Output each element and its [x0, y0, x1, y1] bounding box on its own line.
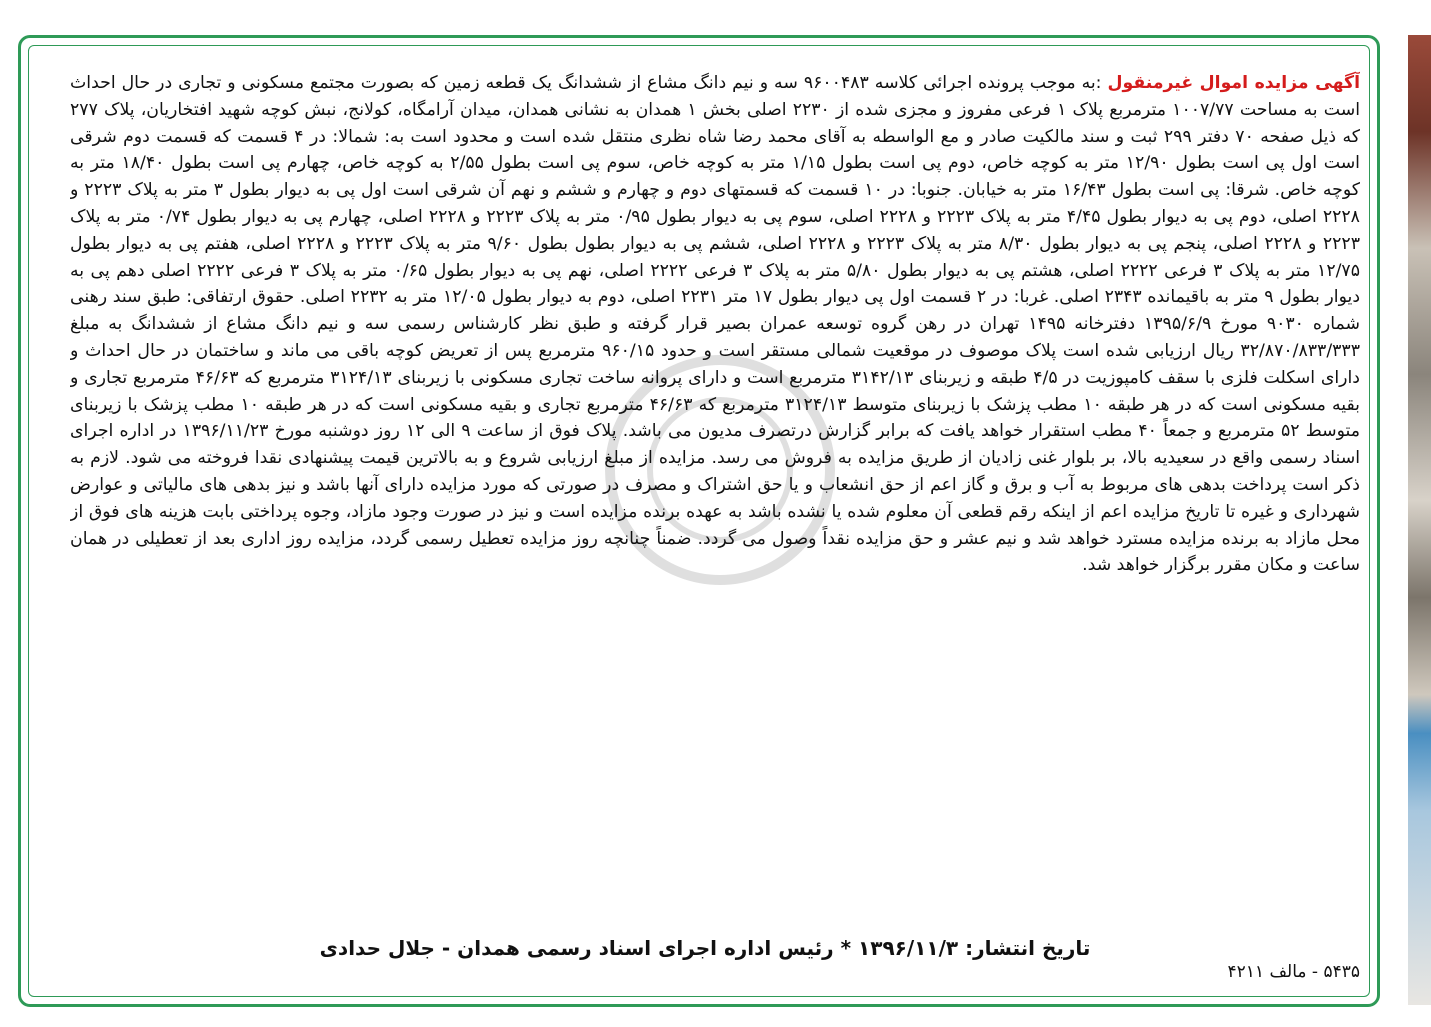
notice-body	[70, 70, 1360, 930]
publication-footer: تاریخ انتشار: ۱۳۹۶/۱۱/۳ * رئیس اداره اجرای اسناد رسمی همدان - جلال حدادی	[319, 936, 1091, 960]
notice-headline: آگهی مزایده اموال غیرمنقول	[1107, 73, 1360, 93]
notice-body-text: :به موجب پرونده اجرائی کلاسه ۹۶۰۰۴۸۳ سه و نیم دانگ مشاع از ششدانگ یک قطعه زمین که بصورت مجتمع مسکونی و تجاری در حال احداث است به مساحت ۱۰۰۷/۷۷ مترمربع پلاک ۱ فرعی مفروز و مجزی شده از ۲۲۳۰ اصلی بخش ۱ همدان به نشانی همدان، میدان آرامگاه، کولانج، نبش کوچه شهید افتخاریان، پلاک ۲۷۷ که ذیل صفحه ۷۰ دفتر ۲۹۹ ثبت و سند مالکیت صادر و مع الواسطه به آقای محمد رضا شاه نظری منتقل شده است و محدود است به: شمالا: در ۴ قسمت که قسمت دوم شرقی است اول پی است بطول ۱۲/۹۰ متر به کوچه خاص، دوم پی است بطول ۱/۱۵ متر به کوچه خاص، سوم پی است بطول ۲/۵۵ به کوچه خاص، چهارم پی است بطول ۱۸/۴۰ متر به کوچه خاص. شرقا: پی است بطول ۱۶/۴۳ متر به خیابان. جنوبا: در ۱۰ قسمت که قسمتهای دوم و چهارم و ششم و نهم آن شرقی است اول پی به دیوار بطول ۳ متر به پلاک ۲۲۲۳ و ۲۲۲۸ اصلی، دوم پی به دیوار بطول ۴/۴۵ متر به پلاک ۲۲۲۳ و ۲۲۲۸ اصلی، سوم پی به دیوار بطول ۰/۹۵ متر به پلاک ۲۲۲۳ و ۲۲۲۸ اصلی، چهارم پی به دیوار بطول ۰/۷۴ متر به پلاک ۲۲۲۳ و ۲۲۲۸ اصلی، پنجم پی به دیوار بطول ۸/۳۰ متر به پلاک ۲۲۲۳ و ۲۲۲۸ اصلی، ششم پی به دیوار بطول بطول ۹/۶۰ متر به پلاک ۲۲۲۳ و ۲۲۲۸ اصلی، هفتم پی به دیوار بطول ۱۲/۷۵ متر به پلاک ۳ فرعی ۲۲۲۲ اصلی، هشتم پی به دیوار بطول ۵/۸۰ متر به پلاک ۳ فرعی ۲۲۲۲ اصلی، نهم پی به دیوار بطول ۰/۶۵ متر به پلاک ۳ فرعی ۲۲۲۲ اصلی دهم پی به دیوار بطول ۹ متر به باقیمانده ۲۳۴۳ اصلی. غربا: در ۲ قسمت اول پی دیوار بطول ۱۷ متر ۲۲۳۱ اصلی، دوم به دیوار بطول ۱۲/۰۵ متر به ۲۲۳۲ اصلی. حقوق ارتفاقی: طبق سند رهنی شماره ۹۰۳۰ مورخ ۱۳۹۵/۶/۹ دفترخانه ۱۴۹۵ تهران در رهن گروه توسعه عمران بصیر قرار گرفته و طبق نظر کارشناس رسمی سه و نیم دانگ مشاع از ششدانگ به مبلغ ۳۲/۸۷۰/۸۳۳/۳۳۳ ریال ارزیابی شده است پلاک موصوف در موقعیت شمالی مستقر است و حدود ۹۶۰/۱۵ مترمربع پس از تعریض کوچه باقی می ماند و ساختمان در حال احداث و دارای اسکلت فلزی با سقف کامپوزیت در ۴/۵ طبقه و زیربنای ۳۱۴۲/۱۳ مترمربع است و دارای پروانه ساخت تجاری مسکونی با زیربنای ۳۱۲۴/۱۳ مترمربع که ۴۶/۶۳ مترمربع تجاری و بقیه مسکونی است که در هر طبقه ۱۰ مطب پزشک با زیربنای متوسط ۳۱۲۴/۱۳ مترمربع که ۴۶/۶۳ مترمربع تجاری و بقیه مسکونی است که در هر طبقه ۱۰ مطب پزشک با زیربنای متوسط ۵۲ مترمربع و جمعاً ۴۰ مطب استقرار خواهد یافت که برابر گزارش درتصرف مدیون می باشد. پلاک فوق از ساعت ۹ الی ۱۲ روز دوشنبه مورخ ۱۳۹۶/۱۱/۲۳ در اداره اجرای اسناد رسمی واقع در سعیدیه بالا، بر بلوار غنی زادیان از طریق مزایده به فروش می رسد. مزایده از مبلغ ارزیابی شروع و به بالاترین قیمت پیشنهادی نقدا فروخته می شود. لازم به ذکر است پرداخت بدهی های مربوط به آب و برق و گاز اعم از حق انشعاب و یا حق اشتراک و مصرف در صورتی که مورد مزایده دارای آنها باشد و نیز بدهی های مالیاتی و عوارض شهرداری و غیره تا تاریخ مزایده اعم از اینکه رقم قطعی آن معلوم شده یا نشده باشد به عهده برنده مزایده است و نیز در صورت وجود مازاد، وجوه پرداختی بابت هزینه های فوق از محل مازاد به برنده مزایده مسترد خواهد شد و نیم عشر و حق مزایده نقداً وصول می گردد. ضمناً چنانچه روز مزایده تعطیل رسمی گردد، مزایده روز اداری بعد از تعطیلی در همان ساعت و مکان مقرر برگزار خواهد شد.	[70, 73, 1360, 576]
side-photo-strip	[1408, 35, 1431, 1005]
notice-code: ۵۴۳۵ - مالف ۴۲۱۱	[1227, 962, 1360, 982]
